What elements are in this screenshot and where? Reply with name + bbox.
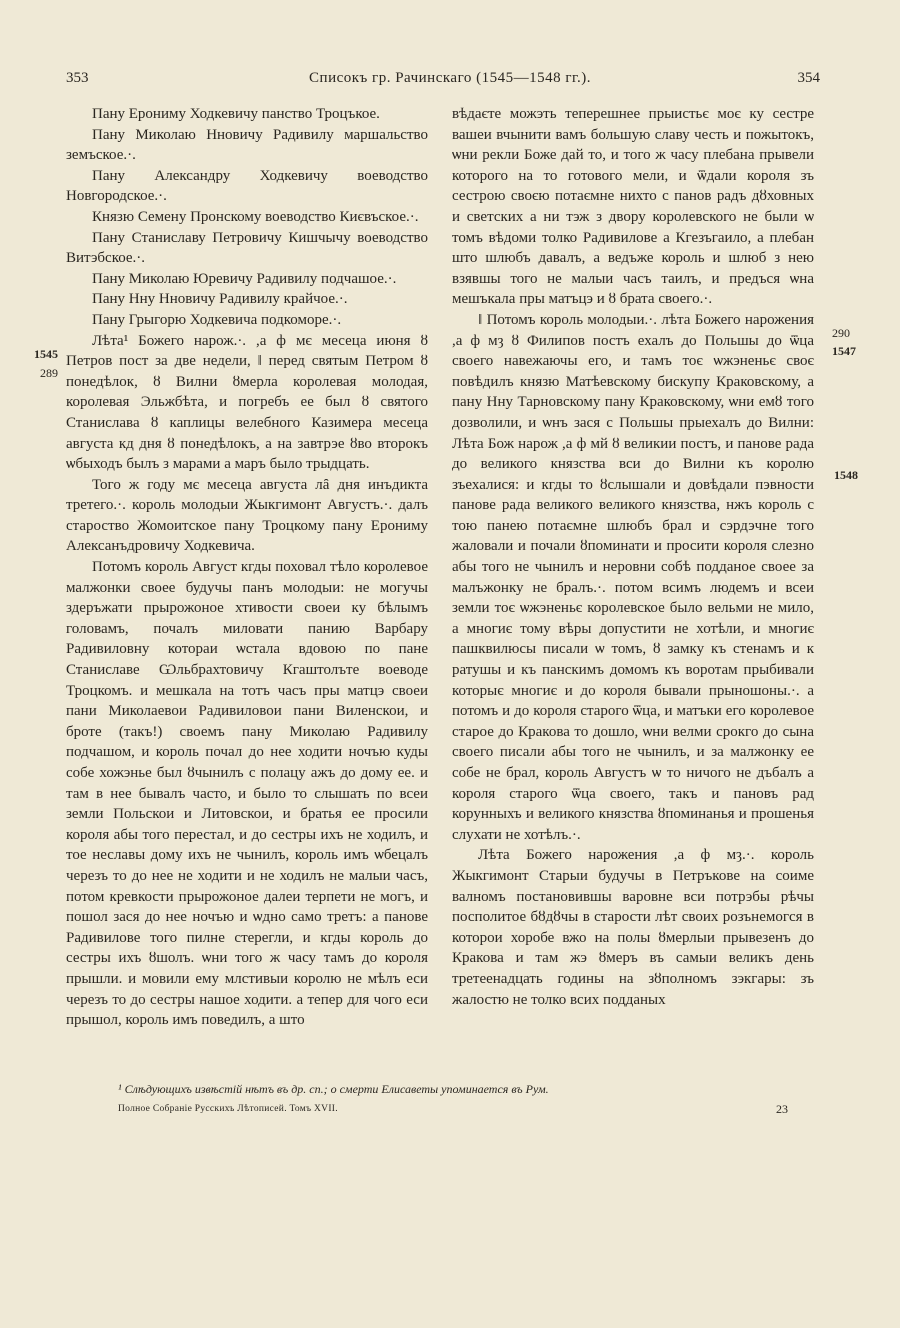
- running-title: Списокъ гр. Рачинскаго (1545—1548 гг.).: [309, 70, 591, 86]
- paragraph: Того ж году мє месеца августа лȃ дня инъдикта третего.·. король молодыи Жыкгимонт Августъ.·. далъ староство Жомоитское пану Троцкому пану Ерониму Алексанъдровичу Ходкевича.: [66, 476, 428, 555]
- paragraph: Пану Нну Нновичу Радивилу крайчое.·.: [92, 291, 348, 308]
- margin-year-1548: 1548: [834, 468, 858, 482]
- paragraph: Пану Станиславу Петровичу Кишчычу воеводство Витэбское.·.: [66, 229, 428, 267]
- signature-mark: 23: [776, 1102, 788, 1116]
- paragraph: ‖ Потомъ король молодыи.·. лѣта Божего нарожения ,а ф мȝ ȣ Филипов постъ ехалъ до Польшы до ѿца своего навежаючы его, и тамъ тоє ѡжэненьє своє повѣдилъ князю Матѣевскому бискупу Краковскому, а пану Нну Тарновскому пану Краковскому, ѡни емȣ того дозволили, и ѡнъ зася с Польшы прыехалъ до Вилни: Лѣта Бож нарож ,а ф мй ȣ великии постъ, и панове рада до великого князства вси до Вилни къ королю зъехалися: и кгды то ȣслышали и довѣдали пэвности панове рада великого великого князства, нжъ король с тою панею потаємне шлюбъ брал и сэрдэчне того жаловали и почали ȣпоминати и просити короля слезно абы того не чынилъ и неровни собѣ подданое своее за малъжонку не бралъ.·. потом всимъ людемъ и всеи земли тоє ѡжэненьє королевское было вельми не мило, а многиє тому вѣры допустити не хотѣли, и многиє пашквилюсы писали ѡ томъ, ȣ замку къ стенамъ и к ратушы и къ панскимъ домомъ къ воротам прыбивали которыє многиє и до короля бывали прыношоны.·. а потомъ и до короля старого ѿца, и матъки его королевое старое до Кракова то дошло, ѡни велми срокго до сына своего писали абы того не чынилъ, и за малжонку ее собе не брал, король Августъ ѡ то ничого не дъбалъ а короля старого ѿца своего, такъ и пановъ рад корунныхъ и великого князства ȣпоминанья и прошенья слухати не хотѣлъ.·.: [452, 311, 814, 843]
- paragraph: Лѣта Божего нарожения ,а ф мȝ.·. король Жыкгимонт Старыи будучы в Петръкове на соиме валномъ постановившы варовне вси потрэбы рѣчы посполитое бȣдȣчы в старости лѣт своих розънемогся в которои хоробе вжо на полы ȣмерлыи прывезенъ до Кракова и там жэ ȣмеръ въ самыи великъ день третеенадцать годины на зȣполномъ зэкгары: зъ жалостю не толко всих подданых: [452, 847, 814, 1008]
- paragraph: Лѣта¹ Божего нарож.·. ,а ф мє месеца июня ȣ Петров пост за две недели, ‖ перед святым Петром ȣ понедѣлок, ȣ Вилни ȣмерла королевая молодая, королевая Эльжбѣта, и погребъ ее был ȣ святого Станислава ȣ каплицы велебного Казимера месеца августа кд дня ȣ понедѣлокъ, а на завтрэе ȣво второкъ ѡбыходъ былъ з марами а маръ было трыдцать.: [66, 332, 428, 473]
- paragraph: Потомъ король Август кгды поховал тѣло королевое малжонки своее будучы панъ молодыи: не могучы здеръжати прырожоное хтивости своеи ку бѣлымъ головамъ, почалъ миловати панию Варбару Радивиловну котораи ѡстала вдовою по пане Станиславе Ѡльбрахтовичу Кгаштолъте воеводе Троцкомъ. и мешкала на тотъ часъ пры матцэ своеи пани Миколаевои Радивиловои пани Виленскои, и броте (такъ!) своемъ пану Миколаю Радивилу подчашом, и король почал до нее ходити ночъю куды собе хожэнье был ȣчынилъ с полацу ажъ до дому ее. и там в нее бывалъ часто, и было то слышать по всеи земли Польскои и Литовскои, и братья ее просили короля абы того перестал, и до сестры ихъ не ходилъ, и тое неславы дому ихъ не чынилъ, король имъ ѡбецалъ черезъ то до нее не ходити и не ходилъ не малыи часъ, потом кревкости прырожоное далеи терпети не могъ, и пошол зася до нее ночъю и ѡдно само третъ: а панове Радивилове того пилне стерегли, и кгды король до сестры ихъ ȣшолъ. ѡни того ж часу тамъ до короля прышли. и мовили ему млстивыи королю не мѣлъ еси черезъ то до сестры нашое ходити. а тепер для чого еси прышол, король имъ поведилъ, а што: [66, 559, 428, 1029]
- right-page-number: 354: [797, 70, 820, 86]
- paragraph: Пану Миколаю Ннoвичу Радивилу маршальство земъское.·.: [66, 126, 428, 164]
- paragraph: Пану Ерониму Ходкевичу панство Троцъкое.: [92, 106, 380, 122]
- margin-year-1545: 1545: [34, 347, 58, 361]
- paragraph: Пану Грыгорю Ходкевича подкоморе.·.: [92, 311, 342, 328]
- paragraph: Пану Миколаю Юревичу Радивилу подчашое.·.: [92, 270, 397, 287]
- margin-folio-290: 290: [832, 326, 850, 340]
- left-column: [66, 104, 428, 1031]
- footnote: ¹ Слѣдующихъ извѣстій нѣтъ въ др. сп.; о смерти Елисаветы упоминается въ Рум.: [118, 1082, 549, 1096]
- paragraph: вѣдаєте можэть теперешнее прыистьє моє ку сестре вашеи вчынити вамъ большую славу честь и пожытокъ, ѡни рекли Боже дай то, и того ж часу плебана прывели которого на то готового мели, и ѿдали короля зъ сестрою своєю потаємне нихто с панов радъ дȣховных и светских а ни тэж з двору королевского не были ѡ томъ вѣдоми толко Радивилове а Кгезъгаило, а плебан што шлюбъ давалъ, а ведъже король и шлюб з нею взявшы того не малыи часъ таилъ, и предъся ѡна мешъкала пры матъцэ и ȣ брата своего.·.: [452, 106, 814, 308]
- left-page-number: 353: [66, 70, 89, 86]
- right-column: [452, 104, 814, 1010]
- margin-year-1547: 1547: [832, 344, 856, 358]
- imprint-line: Полное Собраніе Русскихъ Лѣтописей. Томъ XVII.: [118, 1104, 338, 1114]
- running-header: [0, 70, 900, 94]
- paragraph: Пану Александру Ходкевичу воеводство Новгородское.·.: [66, 167, 428, 205]
- margin-folio-289: 289: [40, 366, 58, 380]
- paragraph: Князю Семену Пронскому воеводство Києвъское.·.: [92, 208, 419, 225]
